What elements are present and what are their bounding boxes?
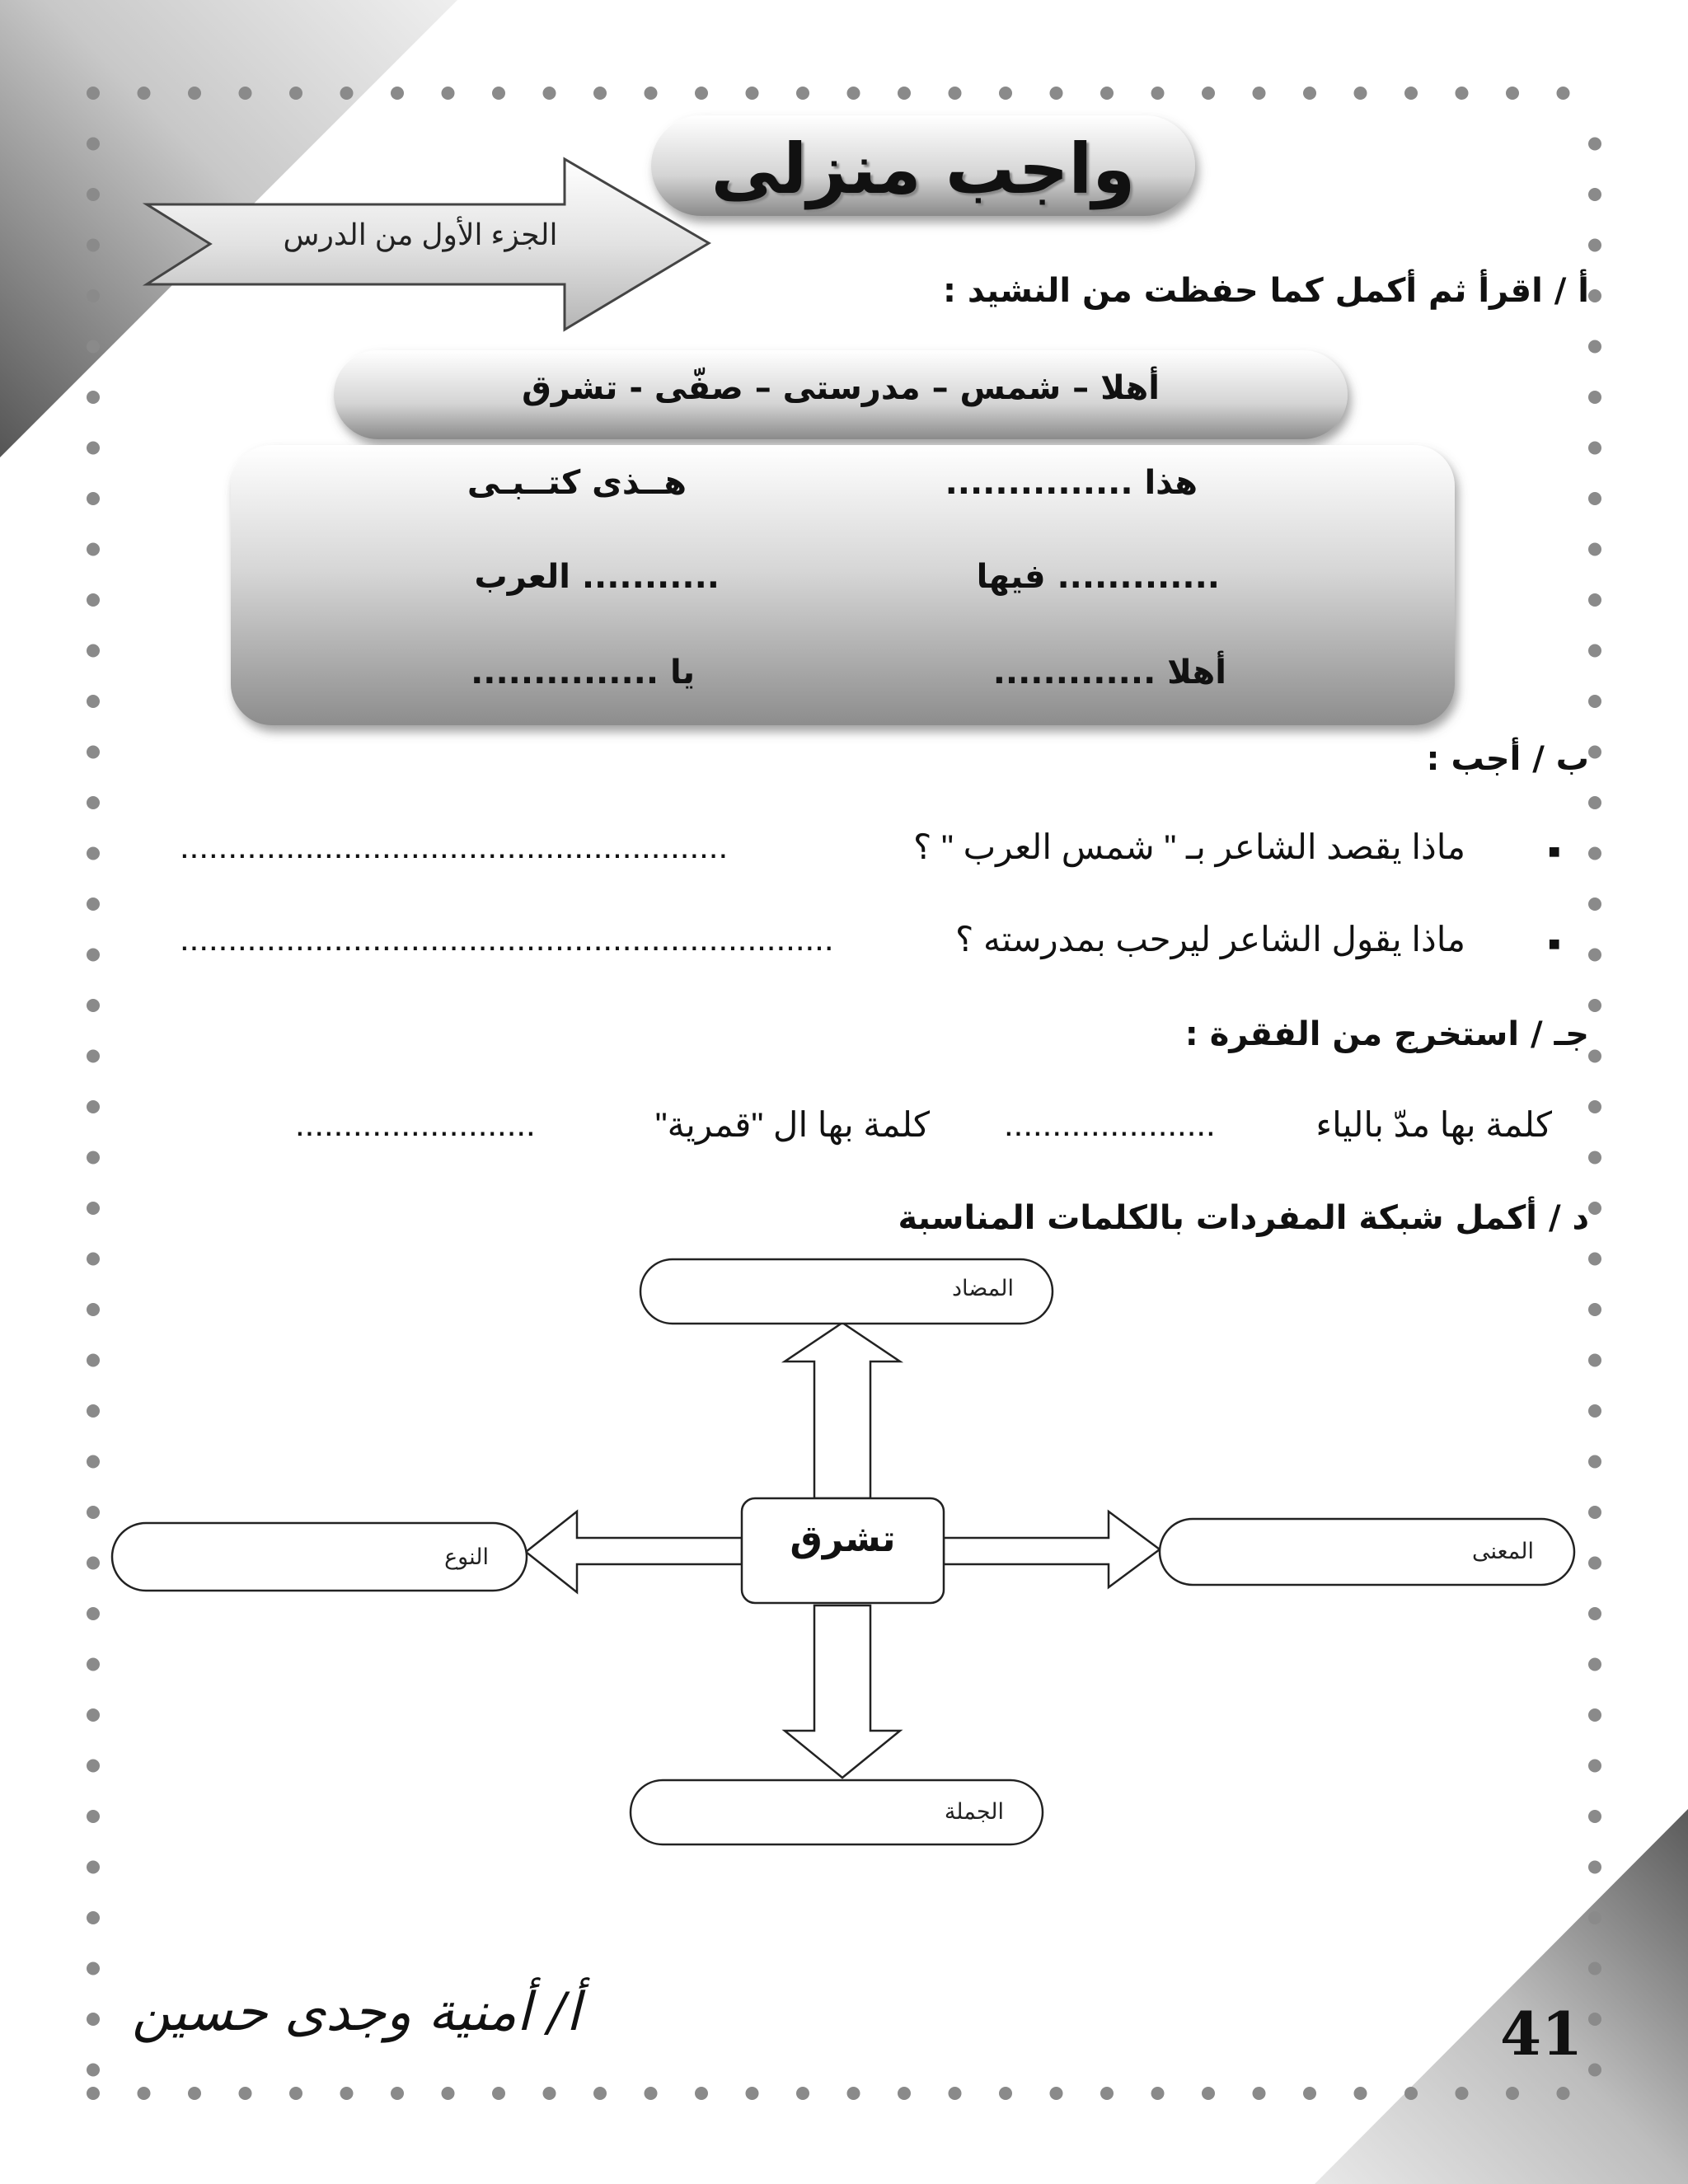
frame-dot — [87, 746, 100, 759]
frame-dot — [1456, 87, 1469, 100]
frame-dot — [87, 442, 100, 455]
frame-dot — [1588, 1607, 1601, 1620]
fill-in-panel — [231, 445, 1455, 725]
frame-dot — [391, 87, 404, 100]
frame-dot — [1588, 188, 1601, 201]
frame-dot — [87, 2013, 100, 2026]
frame-dot — [87, 1151, 100, 1165]
frame-dot — [1588, 1303, 1601, 1316]
frame-dot — [87, 340, 100, 354]
frame-dot — [87, 543, 100, 556]
frame-dot — [87, 1861, 100, 1874]
question-2: ماذا يقول الشاعر ليرحب بمدرسته ؟ — [955, 920, 1465, 958]
arrow-left — [526, 1511, 742, 1592]
frame-dot — [1050, 2087, 1063, 2100]
frame-dot — [1588, 492, 1601, 505]
frame-dot — [87, 847, 100, 860]
frame-dot — [492, 87, 505, 100]
frame-dot — [87, 1303, 100, 1316]
frame-dot — [1151, 2087, 1165, 2100]
fill-row-2-right: ............. فيها — [976, 558, 1220, 596]
frame-dot — [1588, 949, 1601, 962]
frame-dot — [1588, 1810, 1601, 1823]
frame-dot — [1404, 87, 1418, 100]
frame-dot — [1588, 1911, 1601, 1924]
frame-dot — [239, 87, 252, 100]
frame-dot — [1588, 746, 1601, 759]
frame-dot — [87, 1050, 100, 1063]
section-a-heading: أ / اقرأ ثم أكمل كما حفظت من النشيد : — [942, 272, 1589, 310]
corner-decoration-bottom-right — [1315, 1809, 1688, 2184]
frame-dot — [87, 695, 100, 708]
frame-dot — [1588, 391, 1601, 404]
item-1-blank: ...................... — [1004, 1104, 1216, 1143]
arrow-right — [944, 1511, 1160, 1587]
frame-dot — [1557, 2087, 1570, 2100]
frame-dot — [1354, 2087, 1367, 2100]
frame-dot — [847, 2087, 860, 2100]
frame-dot — [1588, 1708, 1601, 1722]
frame-dot — [1588, 1050, 1601, 1063]
frame-dot — [289, 87, 302, 100]
section-c-heading: جـ / استخرج من الفقرة : — [1184, 1015, 1589, 1053]
frame-dot — [289, 2087, 302, 2100]
frame-dot — [1253, 2087, 1266, 2100]
frame-dot — [1100, 2087, 1114, 2100]
frame-dot — [87, 138, 100, 151]
frame-dot — [1588, 1760, 1601, 1773]
frame-dot — [87, 1100, 100, 1113]
frame-dot — [87, 1354, 100, 1367]
frame-dot — [593, 87, 607, 100]
frame-dot — [188, 87, 201, 100]
frame-dot — [87, 492, 100, 505]
arrow-up — [785, 1323, 900, 1498]
fill-row-2-left: ........... العرب — [474, 558, 720, 596]
frame-dot — [391, 2087, 404, 2100]
frame-dot — [87, 1658, 100, 1671]
frame-dot — [1588, 644, 1601, 658]
frame-dot — [593, 2087, 607, 2100]
frame-dot — [1050, 87, 1063, 100]
center-word: تشرق — [790, 1518, 896, 1560]
frame-dot — [645, 2087, 658, 2100]
frame-dot — [1354, 87, 1367, 100]
frame-dot — [1588, 543, 1601, 556]
frame-dot — [1588, 1455, 1601, 1469]
frame-dot — [796, 2087, 809, 2100]
frame-dot — [1588, 239, 1601, 252]
frame-dot — [87, 239, 100, 252]
frame-dot — [87, 949, 100, 962]
frame-dot — [1588, 2064, 1601, 2077]
frame-dot — [87, 1911, 100, 1924]
frame-dot — [87, 644, 100, 658]
frame-dot — [1588, 2013, 1601, 2026]
section-b-heading: ب / أجب : — [1426, 740, 1589, 778]
frame-dot — [898, 2087, 911, 2100]
frame-dot — [87, 1202, 100, 1215]
frame-dot — [1588, 1253, 1601, 1266]
fill-row-3-left: يا ............... — [471, 654, 695, 691]
frame-dot — [1588, 898, 1601, 911]
frame-dot — [543, 87, 556, 100]
frame-dot — [87, 87, 100, 100]
answer-2-blank: .................................................................... — [180, 919, 834, 958]
frame-dot — [87, 898, 100, 911]
frame-dot — [1151, 87, 1165, 100]
frame-dot — [138, 87, 151, 100]
page-number: 41 — [1500, 1999, 1583, 2069]
fill-row-1-left: هــذى كتــبـى — [467, 464, 687, 502]
arrow-down — [785, 1605, 900, 1778]
frame-dot — [188, 2087, 201, 2100]
frame-dot — [87, 188, 100, 201]
frame-dot — [1588, 340, 1601, 354]
fill-row-1-right: هذا ............... — [945, 464, 1198, 502]
frame-dot — [1588, 1151, 1601, 1165]
frame-dot — [87, 1962, 100, 1975]
frame-dot — [1588, 999, 1601, 1012]
right-oval-label: المعنى — [1471, 1539, 1534, 1563]
frame-dot — [1588, 695, 1601, 708]
bullet-1: ■ — [1548, 841, 1560, 863]
frame-dot — [138, 2087, 151, 2100]
frame-dot — [1588, 1202, 1601, 1215]
frame-dot — [949, 2087, 962, 2100]
frame-dot — [1202, 2087, 1215, 2100]
frame-dot — [87, 2087, 100, 2100]
answer-1-blank: ......................................................... — [180, 827, 729, 865]
frame-dot — [847, 87, 860, 100]
frame-dot — [1100, 87, 1114, 100]
frame-dot — [1588, 1506, 1601, 1519]
frame-dot — [87, 2064, 100, 2077]
frame-dot — [1588, 1861, 1601, 1874]
frame-dot — [645, 87, 658, 100]
frame-dot — [1588, 138, 1601, 151]
fill-row-3-right: أهلا ............. — [992, 654, 1226, 691]
frame-dot — [1588, 1404, 1601, 1418]
frame-dot — [87, 1607, 100, 1620]
frame-dot — [1506, 2087, 1519, 2100]
lesson-part-label: الجزء الأول من الدرس — [283, 218, 558, 251]
top-oval-label: المضاد — [951, 1276, 1014, 1301]
frame-dot — [1588, 1658, 1601, 1671]
frame-dot — [1303, 2087, 1316, 2100]
frame-dot — [87, 1810, 100, 1823]
frame-dot — [442, 87, 455, 100]
frame-dot — [898, 87, 911, 100]
frame-dot — [87, 1708, 100, 1722]
item-1-label: كلمة بها مدّ بالياء — [1315, 1105, 1552, 1144]
frame-dot — [87, 1455, 100, 1469]
item-2-blank: ......................... — [295, 1104, 536, 1143]
frame-dot — [1404, 2087, 1418, 2100]
frame-dot — [87, 1253, 100, 1266]
frame-dot — [1588, 442, 1601, 455]
left-oval-label: النوع — [444, 1544, 489, 1569]
frame-dot — [999, 87, 1012, 100]
frame-dot — [695, 87, 708, 100]
frame-dot — [442, 2087, 455, 2100]
frame-dot — [1253, 87, 1266, 100]
frame-dot — [87, 796, 100, 809]
author-signature: أ/ أمنية وجدى حسين — [132, 1982, 581, 2043]
frame-dot — [1202, 87, 1215, 100]
frame-dot — [87, 1760, 100, 1773]
frame-dot — [340, 2087, 354, 2100]
frame-dot — [1557, 87, 1570, 100]
frame-dot — [543, 2087, 556, 2100]
frame-dot — [239, 2087, 252, 2100]
frame-dot — [1588, 593, 1601, 607]
frame-dot — [746, 2087, 759, 2100]
frame-dot — [87, 1506, 100, 1519]
frame-dot — [87, 391, 100, 404]
frame-dot — [492, 2087, 505, 2100]
frame-dot — [1588, 796, 1601, 809]
word-bank: أهلا – شمس – مدرستى – صفّى - تشرق — [522, 369, 1160, 407]
frame-dot — [87, 1557, 100, 1570]
frame-dot — [999, 2087, 1012, 2100]
frame-dot — [87, 593, 100, 607]
frame-dot — [1588, 1354, 1601, 1367]
frame-dot — [1588, 289, 1601, 302]
frame-dot — [1588, 1100, 1601, 1113]
item-2-label: كلمة بها ال "قمرية" — [654, 1105, 930, 1144]
frame-dot — [1506, 87, 1519, 100]
frame-dot — [1303, 87, 1316, 100]
section-d-heading: د / أكمل شبكة المفردات بالكلمات المناسبة — [898, 1199, 1589, 1237]
frame-dot — [949, 87, 962, 100]
page-title: واجب منزلى — [710, 129, 1136, 209]
question-1: ماذا يقصد الشاعر بـ " شمس العرب " ؟ — [913, 827, 1465, 866]
frame-dot — [1456, 2087, 1469, 2100]
bottom-oval-label: الجملة — [944, 1799, 1004, 1824]
frame-dot — [87, 999, 100, 1012]
frame-dot — [746, 87, 759, 100]
bullet-2: ■ — [1548, 933, 1560, 955]
frame-dot — [87, 289, 100, 302]
frame-dot — [340, 87, 354, 100]
frame-dot — [1588, 1962, 1601, 1975]
frame-dot — [87, 1404, 100, 1418]
frame-dot — [796, 87, 809, 100]
frame-dot — [695, 2087, 708, 2100]
frame-dot — [1588, 847, 1601, 860]
frame-dot — [1588, 1557, 1601, 1570]
